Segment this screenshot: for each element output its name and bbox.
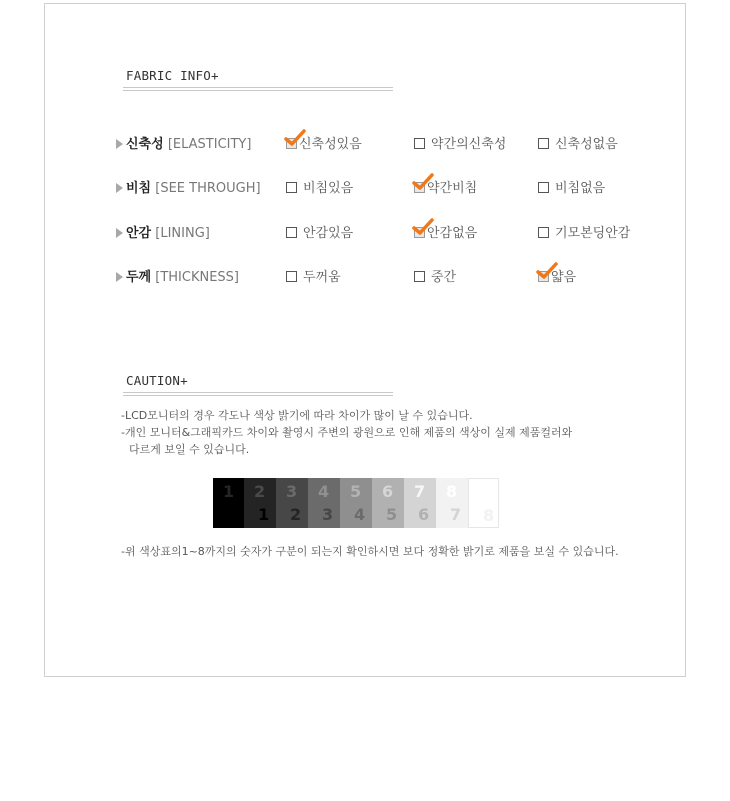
fabric-attribute-english: [THICKNESS] <box>155 270 240 285</box>
checkbox-checked <box>286 138 297 149</box>
gray-swatch <box>340 478 372 528</box>
checkbox-unchecked <box>414 138 425 149</box>
fabric-row-label <box>116 266 239 285</box>
caution-title: CAUTION+ <box>126 373 188 388</box>
fabric-row-label <box>116 222 210 241</box>
checkbox-unchecked <box>538 182 549 193</box>
checkbox-unchecked <box>414 271 425 282</box>
swatch-number-bottom: 4 <box>354 505 366 524</box>
fabric-option-label: 얇음 <box>551 270 577 285</box>
swatch-number-top: 4 <box>318 482 330 501</box>
swatch-number-top: 1 <box>223 482 235 501</box>
fabric-attribute-name: 신축성 <box>126 137 164 152</box>
fabric-attribute-name: 비침 <box>126 181 152 196</box>
fabric-option-label: 비침없음 <box>555 181 606 196</box>
caution-footnote: -위 색상표의1~8까지의 숫자가 구분이 되는지 확인하시면 보다 정확한 밝기로 제품을 보실 수 있습니다. <box>121 545 619 558</box>
fabric-attribute-name: 안감 <box>126 226 152 241</box>
content-frame <box>44 3 686 677</box>
fabric-info-rule <box>123 87 393 91</box>
swatch-number-top: 8 <box>446 482 458 501</box>
fabric-row <box>0 266 730 286</box>
caution-line-3: 다르게 보일 수 있습니다. <box>129 443 250 456</box>
checkbox-unchecked <box>286 182 297 193</box>
fabric-option <box>414 177 477 196</box>
orange-checkmark-icon <box>284 129 306 147</box>
caution-line-1: -LCD모니터의 경우 각도나 색상 밝기에 따라 차이가 많이 날 수 있습니다. <box>121 409 473 422</box>
triangle-bullet-icon <box>116 139 123 149</box>
fabric-option-label: 기모본딩안감 <box>555 226 631 241</box>
fabric-option-label: 안감없음 <box>427 226 478 241</box>
fabric-option-label: 신축성있음 <box>299 137 362 152</box>
fabric-row <box>0 222 730 242</box>
fabric-option-label: 약간비침 <box>427 181 478 196</box>
swatch-number-bottom: 1 <box>258 505 270 524</box>
orange-checkmark-icon <box>412 218 434 236</box>
swatch-number-bottom: 8 <box>483 506 495 525</box>
fabric-option-label: 안감있음 <box>303 226 354 241</box>
fabric-option <box>414 222 477 241</box>
checkbox-checked <box>414 227 425 238</box>
gray-swatch <box>372 478 404 528</box>
caution-rule <box>123 392 393 396</box>
fabric-option <box>414 133 506 152</box>
gray-swatch <box>404 478 436 528</box>
triangle-bullet-icon <box>116 228 123 238</box>
checkbox-unchecked <box>538 227 549 238</box>
fabric-option-label: 비침있음 <box>303 181 354 196</box>
fabric-row-label <box>116 177 261 196</box>
triangle-bullet-icon <box>116 183 123 193</box>
swatch-number-top: 3 <box>286 482 298 501</box>
checkbox-unchecked <box>286 271 297 282</box>
fabric-option <box>286 133 362 152</box>
caution-line-2: -개인 모니터&그래픽카드 차이와 촬영시 주변의 광원으로 인해 제품의 색상이 실제 제품컬러와 <box>121 426 573 439</box>
fabric-attribute-english: [ELASTICITY] <box>167 137 252 152</box>
swatch-number-bottom: 6 <box>418 505 430 524</box>
gray-swatch <box>244 478 276 528</box>
fabric-option-label: 두꺼움 <box>303 270 341 285</box>
fabric-option-label: 중간 <box>431 270 457 285</box>
swatch-number-bottom: 2 <box>290 505 302 524</box>
grayscale-color-chart <box>213 478 499 528</box>
swatch-number-top: 2 <box>254 482 266 501</box>
triangle-bullet-icon <box>116 272 123 282</box>
swatch-number-bottom: 7 <box>450 505 462 524</box>
swatch-number-top: 5 <box>350 482 362 501</box>
fabric-option-label: 신축성없음 <box>555 137 618 152</box>
gray-swatch <box>436 478 468 528</box>
swatch-number-top: 7 <box>414 482 426 501</box>
checkbox-unchecked <box>538 138 549 149</box>
fabric-row-label <box>116 133 251 152</box>
checkbox-checked <box>414 182 425 193</box>
fabric-option <box>286 222 353 241</box>
orange-checkmark-icon <box>536 262 558 280</box>
gray-swatch <box>468 478 499 528</box>
fabric-info-title: FABRIC INFO+ <box>126 68 219 83</box>
fabric-option <box>538 222 630 241</box>
fabric-option <box>538 133 618 152</box>
orange-checkmark-icon <box>412 173 434 191</box>
swatch-number-top: 6 <box>382 482 394 501</box>
fabric-option <box>538 266 576 285</box>
gray-swatch <box>308 478 340 528</box>
fabric-option <box>538 177 605 196</box>
gray-swatch <box>276 478 308 528</box>
fabric-attribute-english: [LINING] <box>155 226 210 241</box>
swatch-number-bottom: 5 <box>386 505 398 524</box>
gray-swatch <box>213 478 244 528</box>
swatch-number-bottom: 3 <box>322 505 334 524</box>
fabric-option <box>286 266 341 285</box>
fabric-option <box>414 266 456 285</box>
fabric-option <box>286 177 353 196</box>
fabric-row <box>0 177 730 197</box>
checkbox-checked <box>538 271 549 282</box>
fabric-option-label: 약간의신축성 <box>431 137 507 152</box>
checkbox-unchecked <box>286 227 297 238</box>
fabric-attribute-english: [SEE THROUGH] <box>155 181 261 196</box>
fabric-row <box>0 133 730 153</box>
fabric-attribute-name: 두께 <box>126 270 152 285</box>
